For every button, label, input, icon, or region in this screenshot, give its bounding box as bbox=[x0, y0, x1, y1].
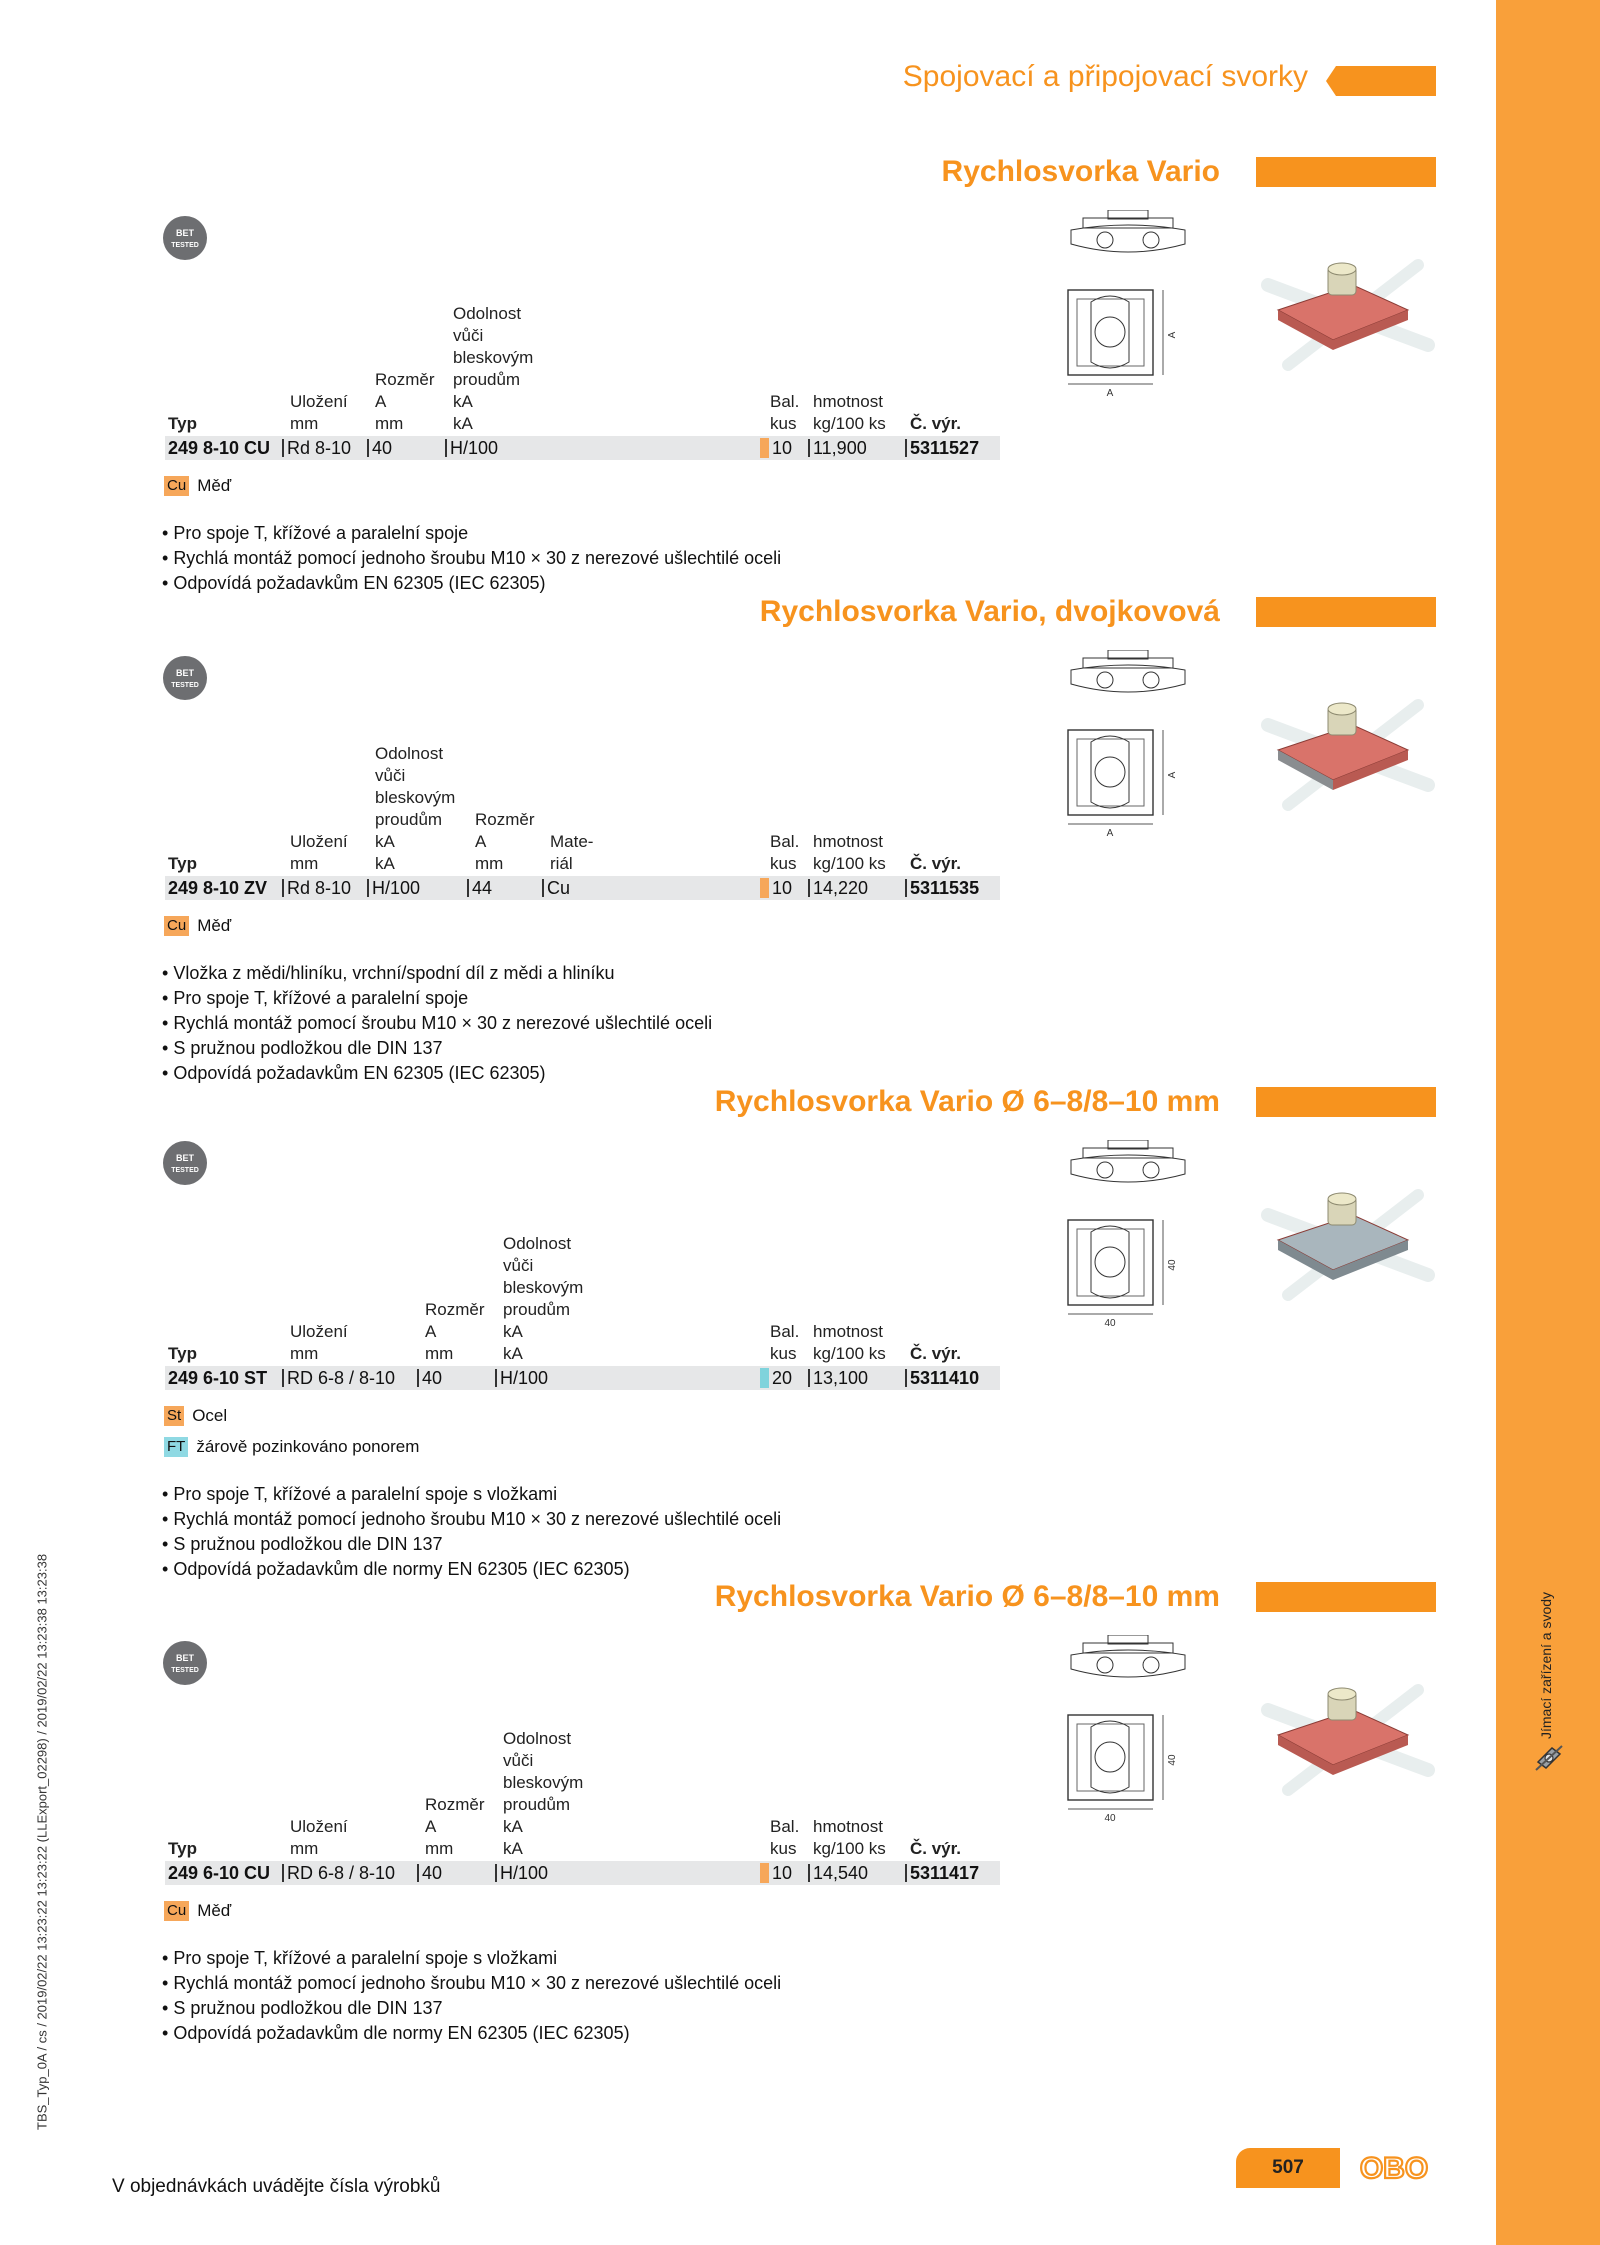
table-cell: 5311527 bbox=[910, 438, 980, 458]
obo-logo bbox=[1352, 2150, 1436, 2186]
column-header: kA bbox=[503, 1322, 523, 1341]
column-header: kA bbox=[453, 392, 473, 411]
svg-text:TESTED: TESTED bbox=[171, 1667, 199, 1674]
column-header: proudům bbox=[375, 810, 443, 829]
table-row bbox=[165, 1366, 1000, 1390]
column-header: vůči bbox=[453, 326, 484, 345]
table-cell: 10 bbox=[772, 1863, 793, 1883]
order-note: V objednávkách uvádějte čísla výrobků bbox=[112, 2176, 441, 2197]
column-header: A bbox=[425, 1322, 437, 1341]
material-code-badge: St bbox=[164, 1406, 184, 1426]
cell-separator bbox=[367, 879, 369, 897]
material-label: Ocel bbox=[192, 1406, 228, 1425]
feature-list bbox=[162, 521, 781, 596]
column-header: Bal. bbox=[770, 1817, 800, 1836]
feature-item: • Rychlá montáž pomocí jednoho šroubu M10 × 30 z nerezové ušlechtilé oceli bbox=[162, 546, 781, 571]
table-cell: 44 bbox=[472, 878, 493, 898]
column-header: Odolnost bbox=[375, 744, 444, 763]
column-header: mm bbox=[290, 1839, 319, 1858]
column-header: kA bbox=[503, 1817, 523, 1836]
section-title: Rychlosvorka Vario, dvojkovová bbox=[759, 595, 1220, 628]
material-row bbox=[164, 1901, 231, 1921]
feature-item: • Odpovídá požadavkům EN 62305 (IEC 62305) bbox=[162, 571, 781, 596]
column-header: Bal. bbox=[770, 1322, 800, 1341]
column-header: kA bbox=[375, 832, 395, 851]
column-header: Č. výr. bbox=[910, 1839, 962, 1858]
column-header: Odolnost bbox=[503, 1234, 572, 1253]
column-header: Odolnost bbox=[453, 304, 522, 323]
table-cell: 40 bbox=[422, 1863, 443, 1883]
svg-text:A: A bbox=[1167, 331, 1178, 339]
column-header: Rozměr bbox=[425, 1300, 485, 1319]
column-header: kg/100 ks bbox=[813, 854, 886, 873]
product-section bbox=[0, 1085, 1496, 1579]
svg-text:TESTED: TESTED bbox=[171, 242, 199, 249]
column-header: kg/100 ks bbox=[813, 1839, 886, 1858]
svg-text:A: A bbox=[1106, 388, 1114, 399]
column-header: Rozměr bbox=[375, 370, 435, 389]
material-row bbox=[164, 1406, 227, 1426]
cell-separator bbox=[905, 1369, 907, 1387]
column-header: vůči bbox=[503, 1256, 534, 1275]
material-code-badge: Cu bbox=[164, 916, 189, 936]
cell-separator bbox=[905, 1864, 907, 1882]
table-cell: 40 bbox=[372, 438, 393, 458]
svg-text:A: A bbox=[1106, 828, 1114, 839]
column-header: kA bbox=[375, 854, 395, 873]
side-color-bar bbox=[1496, 0, 1600, 2245]
column-header: mm bbox=[290, 854, 319, 873]
cell-separator bbox=[282, 1864, 284, 1882]
section-title-bar bbox=[1256, 1582, 1436, 1612]
column-header: Bal. bbox=[770, 392, 800, 411]
column-header: kA bbox=[453, 414, 473, 433]
table-cell: 10 bbox=[772, 878, 793, 898]
material-code-badge: Cu bbox=[164, 1901, 189, 1921]
column-header: Typ bbox=[168, 414, 197, 433]
svg-text:TESTED: TESTED bbox=[171, 1167, 199, 1174]
column-header: kA bbox=[503, 1839, 523, 1858]
column-header: riál bbox=[550, 854, 573, 873]
table-cell: 11,900 bbox=[813, 438, 867, 458]
column-header: Rozměr bbox=[425, 1795, 485, 1814]
column-header: Typ bbox=[168, 854, 197, 873]
table-cell: 249 8-10 CU bbox=[168, 438, 271, 458]
table-cell: Rd 8-10 bbox=[287, 438, 352, 458]
cell-separator bbox=[417, 1369, 419, 1387]
feature-item: • S pružnou podložkou dle DIN 137 bbox=[162, 1532, 781, 1557]
feature-list bbox=[162, 1482, 781, 1582]
section-title: Rychlosvorka Vario Ø 6–8/8–10 mm bbox=[714, 1580, 1220, 1613]
column-header: Uložení bbox=[290, 1322, 348, 1341]
column-header: Typ bbox=[168, 1839, 197, 1858]
material-label: Měď bbox=[197, 1901, 232, 1920]
product-section bbox=[0, 155, 1496, 615]
sidebar-section-label: Jímací zařízení a svody bbox=[1538, 1591, 1554, 1739]
svg-text:BET: BET bbox=[176, 668, 194, 678]
table-cell: 249 6-10 ST bbox=[168, 1368, 268, 1388]
column-header: proudům bbox=[503, 1300, 571, 1319]
table-row bbox=[165, 436, 1000, 460]
column-header: vůči bbox=[375, 766, 406, 785]
table-cell: 10 bbox=[772, 438, 793, 458]
page-title: Spojovací a připojovací svorky bbox=[902, 60, 1308, 93]
cell-separator bbox=[495, 1369, 497, 1387]
column-header: kus bbox=[770, 1839, 797, 1858]
svg-text:40: 40 bbox=[1167, 1754, 1178, 1766]
table-cell: 249 8-10 ZV bbox=[168, 878, 268, 898]
feature-item: • Odpovídá požadavkům dle normy EN 62305 (IEC 62305) bbox=[162, 1557, 781, 1582]
cell-separator bbox=[445, 439, 447, 457]
table-cell: 5311410 bbox=[910, 1368, 980, 1388]
packaging-marker bbox=[760, 1368, 769, 1388]
cell-separator bbox=[282, 879, 284, 897]
bet-tested-icon bbox=[162, 215, 208, 261]
material-row bbox=[164, 1437, 419, 1457]
svg-text:BET: BET bbox=[176, 1653, 194, 1663]
table-cell: Cu bbox=[547, 878, 571, 898]
table-cell: RD 6-8 / 8-10 bbox=[287, 1368, 396, 1388]
material-row bbox=[164, 476, 231, 496]
column-header: mm bbox=[290, 1344, 319, 1363]
cell-separator bbox=[808, 1864, 810, 1882]
table-cell: H/100 bbox=[500, 1368, 549, 1388]
column-header: A bbox=[425, 1817, 437, 1836]
feature-item: • Pro spoje T, křížové a paralelní spoje s vložkami bbox=[162, 1482, 781, 1507]
table-row bbox=[165, 1861, 1000, 1885]
column-header: Odolnost bbox=[503, 1729, 572, 1748]
column-header: Mate- bbox=[550, 832, 594, 851]
technical-drawing bbox=[1063, 650, 1193, 850]
cell-separator bbox=[282, 439, 284, 457]
column-header: Rozměr bbox=[475, 810, 535, 829]
table-cell: Rd 8-10 bbox=[287, 878, 352, 898]
material-label: žárově pozinkováno ponorem bbox=[196, 1437, 420, 1456]
cell-separator bbox=[417, 1864, 419, 1882]
product-photo bbox=[1258, 1185, 1438, 1315]
section-title: Rychlosvorka Vario Ø 6–8/8–10 mm bbox=[714, 1085, 1220, 1118]
packaging-marker bbox=[760, 878, 769, 898]
column-header: hmotnost bbox=[813, 1817, 883, 1836]
header-tab-shape bbox=[1326, 66, 1436, 96]
column-header: bleskovým bbox=[453, 348, 534, 367]
bet-tested-icon bbox=[162, 1640, 208, 1686]
column-header: kus bbox=[770, 854, 797, 873]
material-label: Měď bbox=[197, 916, 232, 935]
cell-separator bbox=[495, 1864, 497, 1882]
feature-item: • S pružnou podložkou dle DIN 137 bbox=[162, 1036, 712, 1061]
column-header: Č. výr. bbox=[910, 414, 962, 433]
feature-list bbox=[162, 961, 712, 1086]
cell-separator bbox=[808, 439, 810, 457]
packaging-marker bbox=[760, 1863, 769, 1883]
section-title: Rychlosvorka Vario bbox=[941, 155, 1220, 188]
product-photo bbox=[1258, 255, 1438, 385]
column-header: proudům bbox=[453, 370, 521, 389]
svg-text:BET: BET bbox=[176, 1153, 194, 1163]
product-section bbox=[0, 595, 1496, 1083]
table-cell: H/100 bbox=[450, 438, 499, 458]
column-header: mm bbox=[290, 414, 319, 433]
svg-text:BET: BET bbox=[176, 228, 194, 238]
svg-text:40: 40 bbox=[1167, 1259, 1178, 1271]
feature-item: • Odpovídá požadavkům dle normy EN 62305 (IEC 62305) bbox=[162, 2021, 781, 2046]
column-header: kus bbox=[770, 414, 797, 433]
material-code-badge: FT bbox=[164, 1437, 188, 1457]
column-header: bleskovým bbox=[503, 1773, 584, 1792]
cell-separator bbox=[282, 1369, 284, 1387]
feature-item: • Pro spoje T, křížové a paralelní spoje bbox=[162, 521, 781, 546]
column-header: Uložení bbox=[290, 1817, 348, 1836]
column-header: Uložení bbox=[290, 832, 348, 851]
section-title-bar bbox=[1256, 1087, 1436, 1117]
table-cell: 13,100 bbox=[813, 1368, 869, 1388]
product-photo bbox=[1258, 1680, 1438, 1810]
column-header: bleskovým bbox=[375, 788, 456, 807]
cell-separator bbox=[905, 879, 907, 897]
column-header: mm bbox=[375, 414, 404, 433]
column-header: vůči bbox=[503, 1751, 534, 1770]
svg-text:40: 40 bbox=[1104, 1813, 1116, 1824]
packaging-marker bbox=[760, 438, 769, 458]
feature-item: • Pro spoje T, křížové a paralelní spoje bbox=[162, 986, 712, 1011]
table-cell: 249 6-10 CU bbox=[168, 1863, 271, 1883]
feature-item: • Vložka z mědi/hliníku, vrchní/spodní díl z mědi a hliníku bbox=[162, 961, 712, 986]
cell-separator bbox=[808, 1369, 810, 1387]
column-header: kg/100 ks bbox=[813, 414, 886, 433]
table-cell: 5311417 bbox=[910, 1863, 980, 1883]
column-header: bleskovým bbox=[503, 1278, 584, 1297]
column-header: A bbox=[475, 832, 487, 851]
table-cell: 20 bbox=[772, 1368, 793, 1388]
product-section bbox=[0, 1580, 1496, 2043]
table-cell: H/100 bbox=[372, 878, 421, 898]
table-cell: H/100 bbox=[500, 1863, 549, 1883]
technical-drawing bbox=[1063, 1635, 1193, 1835]
feature-list bbox=[162, 1946, 781, 2046]
column-header: proudům bbox=[503, 1795, 571, 1814]
product-photo bbox=[1258, 695, 1438, 825]
feature-item: • Rychlá montáž pomocí jednoho šroubu M10 × 30 z nerezové ušlechtilé oceli bbox=[162, 1507, 781, 1532]
column-header: mm bbox=[475, 854, 504, 873]
cell-separator bbox=[905, 439, 907, 457]
feature-item: • S pružnou podložkou dle DIN 137 bbox=[162, 1996, 781, 2021]
page-number: 507 bbox=[1272, 2157, 1304, 2178]
feature-item: • Odpovídá požadavkům EN 62305 (IEC 62305) bbox=[162, 1061, 712, 1086]
bet-tested-icon bbox=[162, 655, 208, 701]
svg-text:TESTED: TESTED bbox=[171, 682, 199, 689]
material-code-badge: Cu bbox=[164, 476, 189, 496]
column-header: kg/100 ks bbox=[813, 1344, 886, 1363]
cell-separator bbox=[367, 439, 369, 457]
table-cell: 14,540 bbox=[813, 1863, 869, 1883]
material-row bbox=[164, 916, 231, 936]
table-cell: 40 bbox=[422, 1368, 443, 1388]
material-label: Měď bbox=[197, 476, 232, 495]
feature-item: • Rychlá montáž pomocí šroubu M10 × 30 z nerezové ušlechtilé oceli bbox=[162, 1011, 712, 1036]
column-header: A bbox=[375, 392, 387, 411]
column-header: Uložení bbox=[290, 392, 348, 411]
column-header: hmotnost bbox=[813, 1322, 883, 1341]
bet-tested-icon bbox=[162, 1140, 208, 1186]
print-metadata: TBS_Typ_0A / cs / 2019/02/22 13:23:22 13:23:22 (LLExport_02298) / 2019/02/22 13:23:38 13:23:38 bbox=[34, 1553, 50, 2130]
svg-text:OBO: OBO bbox=[1359, 2152, 1429, 2185]
svg-text:40: 40 bbox=[1104, 1318, 1116, 1329]
table-row bbox=[165, 876, 1000, 900]
technical-drawing bbox=[1063, 1140, 1193, 1340]
feature-item: • Pro spoje T, křížové a paralelní spoje s vložkami bbox=[162, 1946, 781, 1971]
section-title-bar bbox=[1256, 157, 1436, 187]
table-cell: RD 6-8 / 8-10 bbox=[287, 1863, 396, 1883]
column-header: Č. výr. bbox=[910, 854, 962, 873]
table-cell: 5311535 bbox=[910, 878, 980, 898]
column-header: hmotnost bbox=[813, 392, 883, 411]
cell-separator bbox=[808, 879, 810, 897]
column-header: kus bbox=[770, 1344, 797, 1363]
column-header: Č. výr. bbox=[910, 1344, 962, 1363]
column-header: Typ bbox=[168, 1344, 197, 1363]
clamp-icon bbox=[1532, 1740, 1566, 1776]
column-header: Bal. bbox=[770, 832, 800, 851]
svg-text:A: A bbox=[1167, 771, 1178, 779]
section-title-bar bbox=[1256, 597, 1436, 627]
column-header: kA bbox=[503, 1344, 523, 1363]
table-cell: 14,220 bbox=[813, 878, 869, 898]
feature-item: • Rychlá montáž pomocí jednoho šroubu M10 × 30 z nerezové ušlechtilé oceli bbox=[162, 1971, 781, 1996]
cell-separator bbox=[467, 879, 469, 897]
cell-separator bbox=[542, 879, 544, 897]
technical-drawing bbox=[1063, 210, 1193, 410]
column-header: hmotnost bbox=[813, 832, 883, 851]
column-header: mm bbox=[425, 1344, 454, 1363]
column-header: mm bbox=[425, 1839, 454, 1858]
